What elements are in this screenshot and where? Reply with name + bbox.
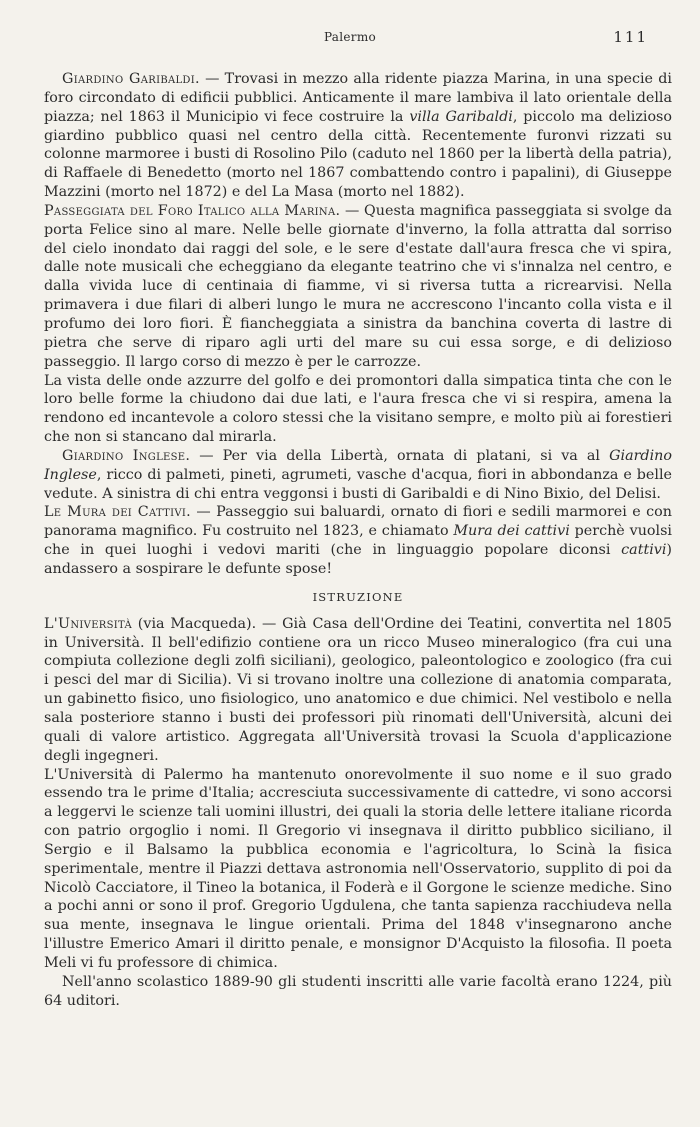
paragraph-vista: La vista delle onde azzurre del golfo e dei promontori dalla simpatica tinta che con le loro belle forme la chiudono dai due lati, e l'aura fresca che vi si respira, amena la rendono ed incantevole a coloro stessi che la visitano sempre, e molto più ai forestieri che non si stancano dal mirarla.	[44, 372, 672, 446]
running-head	[0, 28, 700, 48]
entry-title: Giardino Inglese.	[62, 447, 191, 464]
entry-title: Passeggiata del Foro Italico alla Marina.	[44, 202, 341, 219]
entry-foro-italico: Passeggiata del Foro Italico alla Marina. — Questa magnifica passeggiata si svolge da porta Felice sino al mare. Nelle belle giornate d'inverno, la folla attratta dal sorriso del cielo inondato dai raggi del sole, e le sere d'estate dall'aura fresca che vi spira, dalle note musicali che echeggiano da elegante teatrino che vi s'innalza nel centro, e dalla vivida luce di centinaia di fiamme, vi si riversa tutta a ricrearvisi. Nella primavera i due filari di alberi lungo le mura ne accrescono l'incanto colla vista e il profumo dei loro fiori. È fiancheggiata a sinistra da banchina coverta di lastre di pietra che serve di riparo agli urti del mare su cui essa sorge, e di delizioso passeggio. Il largo corso di mezzo è per le carrozze.	[44, 202, 672, 370]
entry-mura-dei-cattivi: Le Mura dei Cattivi. — Passeggio sui baluardi, ornato di fiori e sedili marmorei e con panorama magnifico. Fu costruito nel 1823, e chiamato Mura dei cattivi perchè vuolsi che in quei luoghi i vedovi mariti (che in linguaggio popolare diconsi cattivi) andassero a sospirare le defunte spose!	[44, 504, 672, 577]
entry-giardino-garibaldi: Giardino Garibaldi. — Trovasi in mezzo alla ridente piazza Marina, in una specie di foro circondato di edificii pubblici. Anticamente il mare lambiva il lato orientale della piazza; nel 1863 il Municipio vi fece costruire la villa Garibaldi, piccolo ma delizioso giardino pubblico quasi nel centro della città. Recentemente furonvi rizzati su colonne marmoree i busti di Rosolino Pilo (caduto nel 1860 per la libertà della patria), di Raffaele di Benedetto (morto nel 1867 combattendo contro i papalini), di Giuseppe Mazzini (morto nel 1872) e del La Masa (morto nel 1882).	[44, 71, 673, 201]
page-number: 111	[613, 28, 648, 46]
italic-term: villa Garibaldi	[409, 108, 513, 125]
entry-giardino-inglese: Giardino Inglese. — Per via della Libertà, ornata di platani, si va al Giardino Inglese, ricco di palmeti, pineti, agrumeti, vasche d'acqua, fiori in abbondanza e belle vedute. A sinistra di chi entra veggonsi i busti di Garibaldi e di Nino Bixio, del Delisi.	[44, 447, 672, 502]
italic-term: Mura dei cattivi	[453, 523, 570, 540]
entry-title: Giardino Garibaldi.	[62, 71, 200, 87]
running-title: Palermo	[323, 30, 377, 44]
entry-title: Le Mura dei Cattivi.	[44, 504, 191, 521]
page-body	[44, 70, 672, 1011]
entry-universita: L'Università (via Macqueda). — Già Casa dell'Ordine dei Teatini, convertita nel 1805 in Università. Il bell'edifizio contiene ora un ricco Museo mineralogico (fra cui una compiuta collezione degli zolfi siciliani), geologico, paleontologico e zoologico (fra cui i pesci del mar di Sicilia). Vi si trovano inoltre una collezione di anatomia comparata, un gabinetto fisico, uno fisiologico, uno anatomico e due chimici. Nel vestibolo e nella sala posteriore stanno i busti dei professori più rinomati dell'Università, alcuni dei quali di valore artistico. Aggregata all'Università trovasi la Scuola d'applicazione degli ingegneri.	[44, 615, 672, 764]
italic-term: Giardino Inglese	[44, 447, 672, 483]
paragraph-studenti: Nell'anno scolastico 1889-90 gli studenti inscritti alle varie facoltà erano 1224, più 64 uditori.	[44, 973, 672, 1009]
section-heading: ISTRUZIONE	[312, 589, 404, 604]
italic-term: cattivi	[621, 542, 667, 559]
paragraph-universita-storia: L'Università di Palermo ha mantenuto onorevolmente il suo nome e il suo grado essendo tra le prime d'Italia; accresciuta successivamente di cattedre, vi sono accorsi a leggervi le scienze tali uomini illustri, dei quali la storia delle lettere italiane ricorda con patrio orgoglio i nomi. Il Gregorio vi insegnava il diritto pubblico siciliano, il Sergio e il Balsamo la pubblica economia e l'agricoltura, lo Scinà la fisica sperimentale, mentre il Piazzi dettava astronomia nell'Osservatorio, supplito di poi da Nicolò Cacciatore, il Tineo la botanica, il Foderà e il Gorgone le scienze mediche. Sino a pochi anni or sono il prof. Gregorio Ugdulena, che tanta sapienza racchiudeva nella sua mente, insegnava le lingue orientali. Prima del 1848 v'insegnarono anche l'illustre Emerico Amari il diritto penale, e monsignor D'Acquisto la filosofia. Il poeta Meli vi fu professore di chimica.	[44, 766, 672, 971]
entry-title: L'Università	[44, 615, 132, 632]
